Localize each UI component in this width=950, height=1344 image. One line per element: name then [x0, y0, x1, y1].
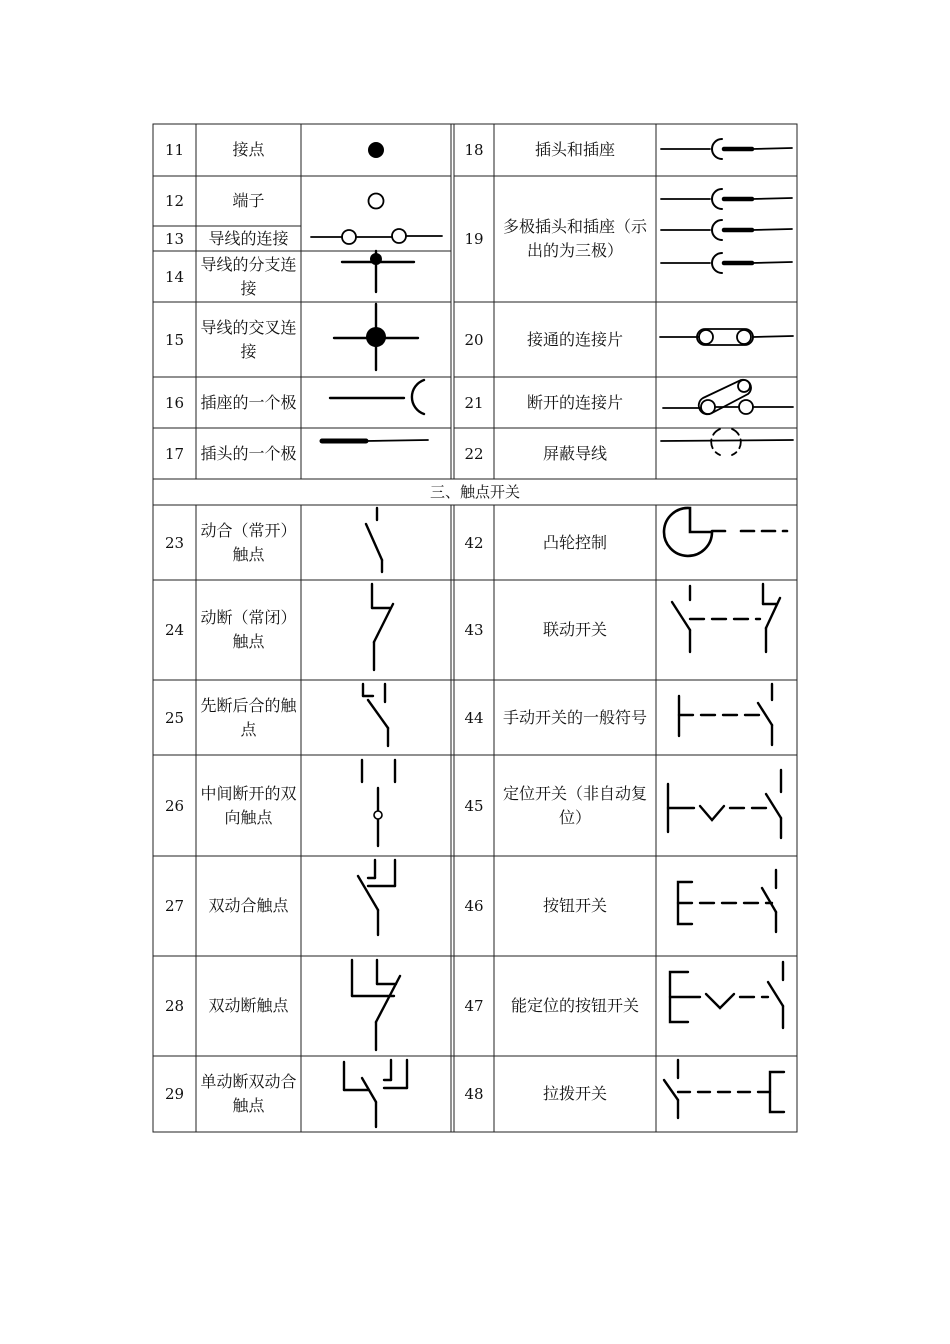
row-14-number: 14: [164, 267, 185, 286]
row-44-number: 44: [464, 708, 484, 727]
row-21-number: 21: [464, 393, 484, 412]
latching-push-button-symbol: [670, 962, 783, 1028]
manual-switch-symbol: [679, 684, 772, 745]
row-43-name: 联动开关: [542, 620, 607, 639]
wire-branch-symbol: [342, 251, 414, 292]
row-26-number: 26: [164, 796, 185, 815]
row-29-name: 单动断双动合触点: [200, 1072, 297, 1115]
section-title: 三、触点开关: [429, 483, 520, 501]
row-47-name: 能定位的按钮开关: [510, 996, 639, 1015]
row-47-number: 47: [464, 997, 484, 1015]
row-23-name: 动合（常开）触点: [200, 520, 297, 564]
row-28-name: 双动断触点: [208, 996, 289, 1015]
row-43-number: 43: [464, 621, 484, 639]
cam-control-symbol: [664, 508, 787, 556]
push-button-switch-symbol: [678, 870, 776, 932]
row-24-number: 24: [164, 621, 185, 639]
plug-pole-symbol: [322, 440, 428, 441]
contact-point-symbol: [368, 142, 384, 158]
row-19-name: 多极插头和插座（示出的为三极）: [502, 217, 647, 260]
row-20-number: 20: [464, 330, 484, 349]
row-16-name: 插座的一个极: [200, 392, 297, 412]
row-13-name: 导线的连接: [208, 228, 289, 248]
row-46-number: 46: [464, 897, 484, 915]
shielded-wire-symbol: [661, 429, 793, 455]
row-18-number: 18: [464, 141, 484, 159]
row-24-name: 动断（常闭）触点: [200, 608, 297, 651]
row-48-name: 拉拨开关: [542, 1084, 607, 1103]
row-12-number: 12: [164, 192, 185, 210]
row-45-name: 定位开关（非自动复位）: [502, 783, 647, 827]
normally-open-contact-symbol: [366, 508, 382, 572]
double-normally-closed-contact-symbol: [352, 960, 400, 1050]
row-42-number: 42: [464, 533, 484, 552]
row-12-name: 端子: [232, 191, 265, 210]
row-23-number: 23: [164, 533, 185, 552]
row-28-number: 28: [164, 997, 185, 1015]
row-14-name: 导线的分支连接: [200, 254, 297, 298]
center-off-two-way-contact-symbol: [362, 760, 395, 846]
linked-switch-symbol: [672, 584, 780, 652]
normally-closed-contact-symbol: [372, 584, 393, 670]
row-18-name: 插头和插座: [534, 140, 615, 159]
row-45-number: 45: [464, 796, 484, 815]
closed-link-symbol: [660, 329, 793, 345]
row-21-name: 断开的连接片: [526, 392, 623, 412]
row-16-number: 16: [164, 393, 185, 412]
wire-cross-symbol: [334, 304, 418, 370]
row-29-number: 29: [164, 1085, 185, 1103]
row-26-name: 中间断开的双向触点: [200, 783, 297, 827]
socket-pole-symbol: [330, 380, 424, 414]
open-link-symbol: [663, 380, 793, 415]
wire-connection-symbol: [311, 229, 442, 244]
row-19-number: 19: [464, 230, 484, 248]
row-17-name: 插头的一个极: [200, 443, 297, 463]
row-48-number: 48: [464, 1085, 484, 1103]
row-20-name: 接通的连接片: [526, 329, 623, 349]
position-switch-symbol: [668, 770, 781, 838]
row-22-number: 22: [464, 444, 484, 463]
row-15-number: 15: [164, 330, 185, 349]
pull-switch-symbol: [664, 1060, 784, 1118]
row-11-number: 11: [164, 141, 185, 159]
row-22-name: 屏蔽导线: [542, 443, 607, 463]
row-27-name: 双动合触点: [208, 896, 289, 915]
row-42-name: 凸轮控制: [542, 532, 607, 552]
break-before-make-contact-symbol: [363, 684, 388, 746]
double-normally-open-contact-symbol: [358, 860, 395, 935]
plug-and-socket-symbol: [661, 139, 792, 159]
single-nc-double-no-contact-symbol: [344, 1060, 407, 1127]
multi-pole-plug-socket-symbol: [661, 189, 792, 273]
row-27-number: 27: [164, 897, 185, 915]
row-15-name: 导线的交叉连接: [200, 317, 297, 361]
row-46-name: 按钮开关: [542, 896, 607, 915]
row-11-name: 接点: [232, 140, 265, 159]
row-25-name: 先断后合的触点: [200, 695, 297, 739]
row-17-number: 17: [164, 444, 185, 463]
row-13-number: 13: [164, 229, 185, 248]
row-44-name: 手动开关的一般符号: [502, 707, 647, 727]
terminal-symbol: [369, 194, 384, 209]
row-25-number: 25: [164, 708, 185, 727]
